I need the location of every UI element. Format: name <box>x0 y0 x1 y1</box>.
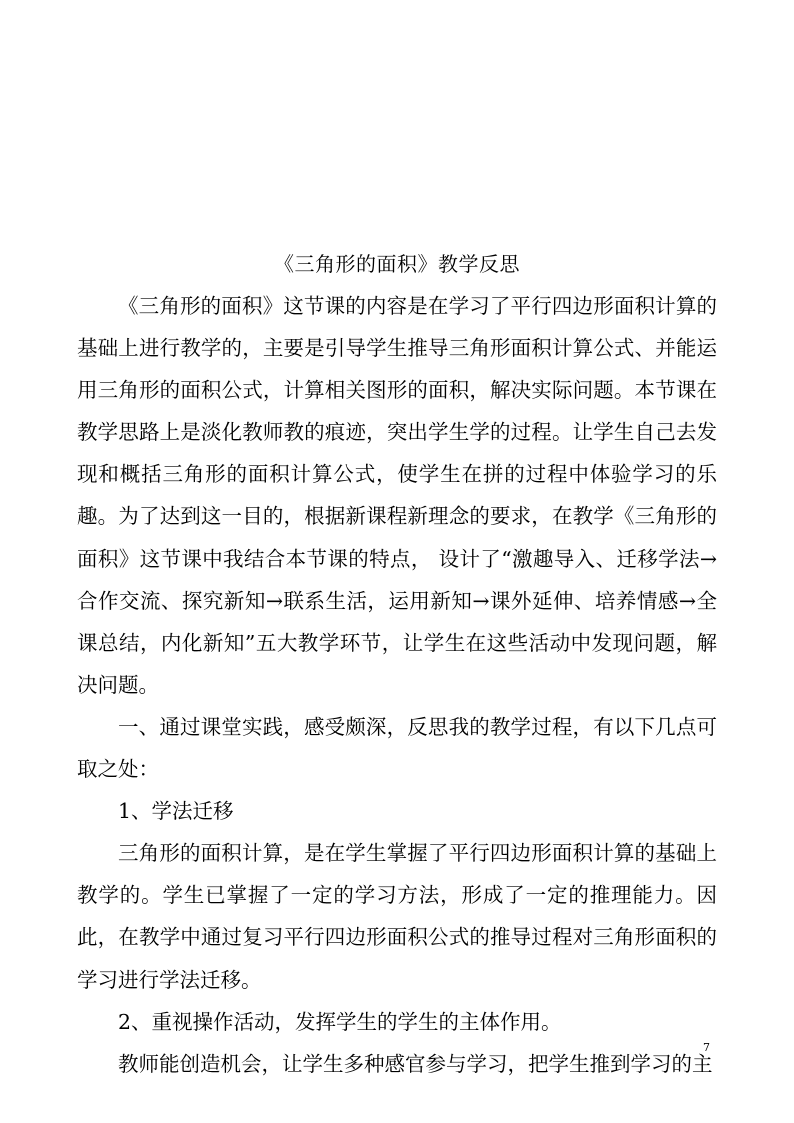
document-title: 《三角形的面积》教学反思 <box>274 252 520 276</box>
paragraph-subheading-1: 1、学法迁移 <box>118 799 234 824</box>
paragraph-body-1: 三角形的面积计算，是在学生掌握了平行四边形面积计算的基础上教学的。学生已掌握了一定的学习方法，形成了一定的推理能力。因此，在教学中通过复习平行四边形面积公式的推导过程对三角形面积的学习进行学法迁移。 <box>77 841 717 992</box>
paragraph-section-heading: 一、通过课堂实践，感受颇深，反思我的教学过程，有以下几点可取之处： <box>77 714 717 782</box>
page-number: 7 <box>703 1041 710 1054</box>
document-body <box>77 285 717 1085</box>
paragraph-intro: 《三角形的面积》这节课的内容是在学习了平行四边形面积计算的基础上进行教学的，主要是引导学生推导三角形面积计算公式、并能运用三角形的面积公式，计算相关图形的面积，解决实际问题。本节课在教学思路上是淡化教师教的痕迹，突出学生学的过程。让学生自己去发现和概括三角形的面积计算公式，使学生在拼的过程中体验学习的乐趣。为了达到这一目的，根据新课程新理念的要求，在教学《三角形的面积》这节课中我结合本节课的特点， 设计了“激趣导入、迁移学法→合作交流、探究新知→联系生活，运用新知→课外延伸、培养情感→全课总结，内化新知”五大教学环节，让学生在这些活动中发现问题，解决问题。 <box>77 294 717 697</box>
paragraph-body-2: 教师能创造机会，让学生多种感官参与学习，把学生推到学习的主 <box>118 1051 713 1076</box>
paragraph-subheading-2: 2、重视操作活动，发挥学生的学生的主体作用。 <box>118 1009 562 1034</box>
